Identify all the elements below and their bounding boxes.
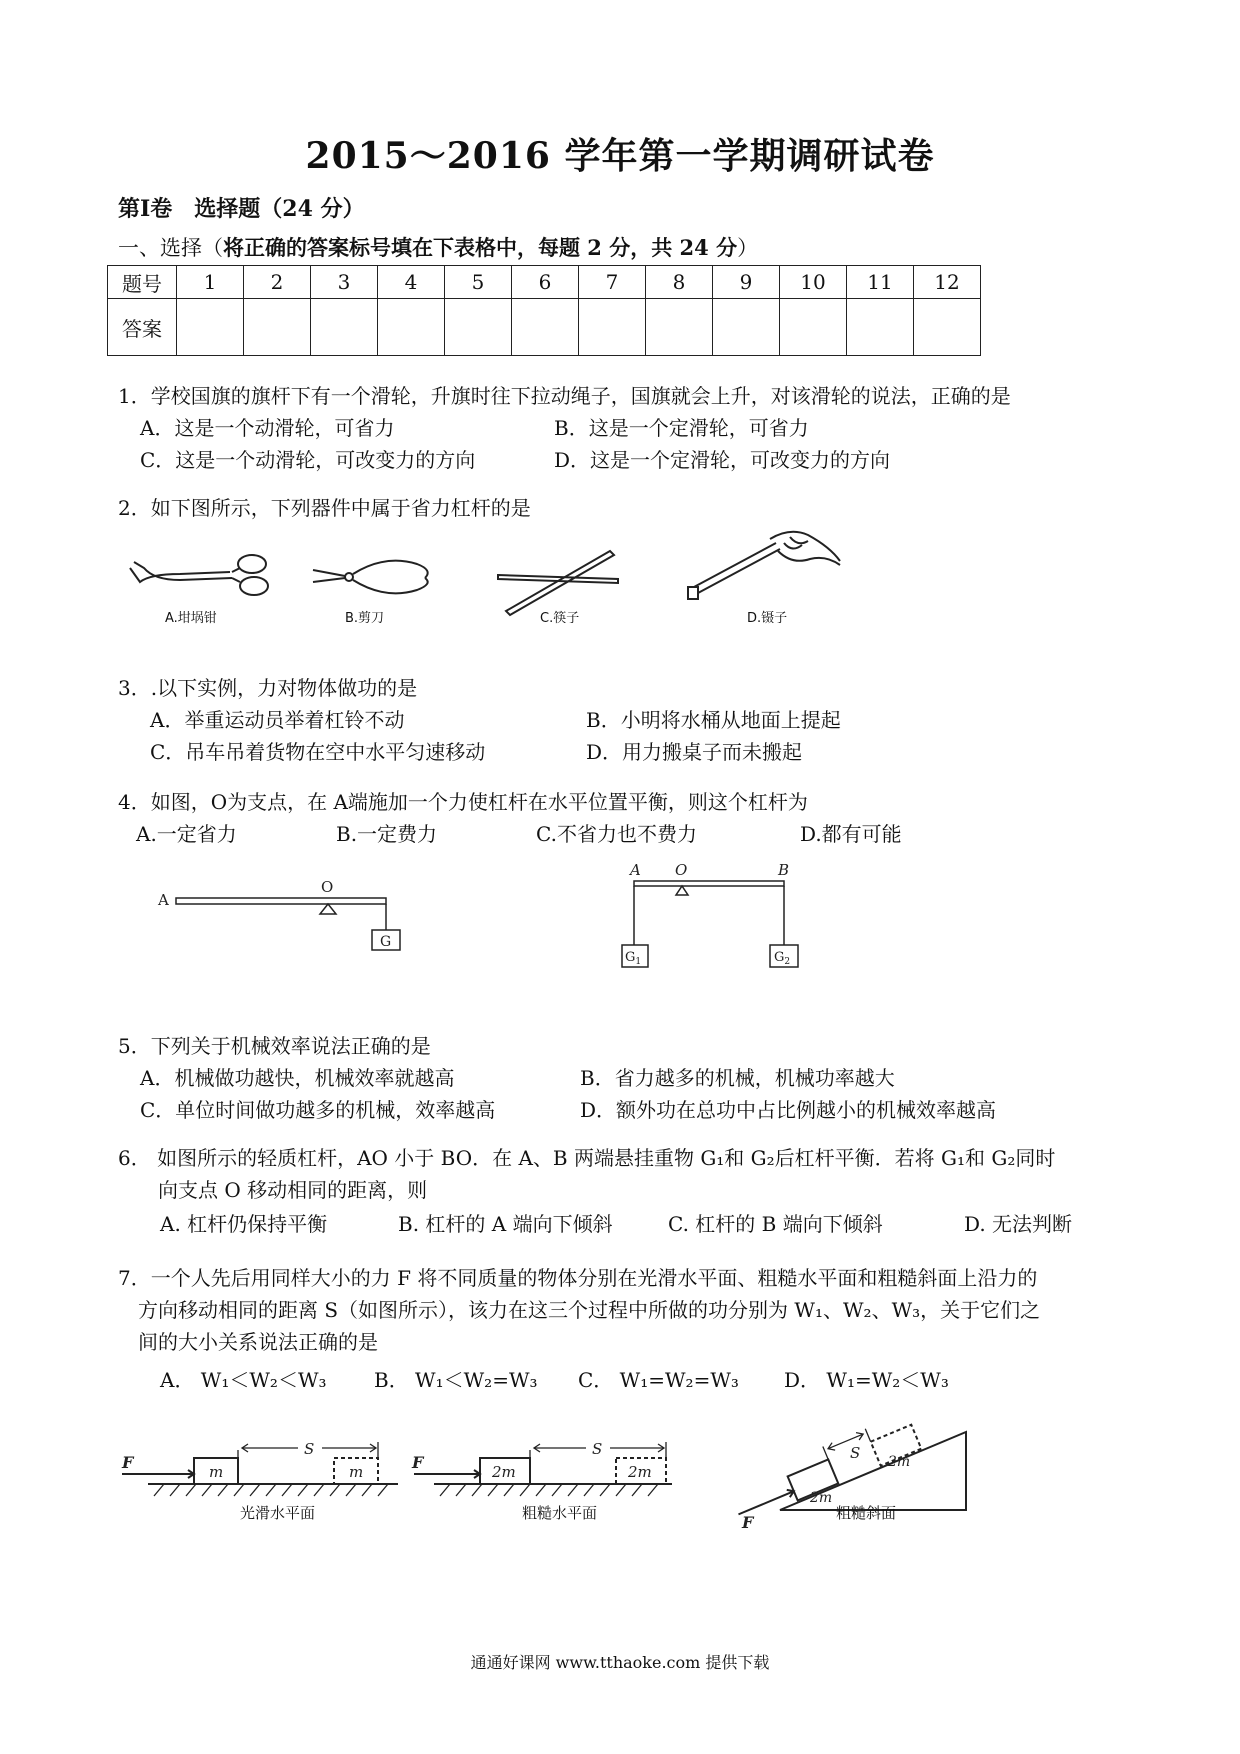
fig7a-label-f: F — [122, 1453, 134, 1472]
fig7c-label-f: F — [742, 1513, 754, 1532]
question-1-option-d: D．这是一个定滑轮，可改变力的方向 — [554, 448, 891, 472]
table-cell-number: 8 — [646, 266, 713, 299]
answer-cell[interactable] — [579, 299, 646, 356]
question-1-option-c: C．这是一个动滑轮，可改变力的方向 — [140, 448, 476, 472]
question-1-option-b: B．这是一个定滑轮，可省力 — [554, 416, 809, 440]
figure-caption-a: A.坩埚钳 — [165, 611, 217, 626]
table-cell-number: 10 — [780, 266, 847, 299]
lever-2-label-g1-sub: 1 — [635, 957, 642, 967]
tweezers-hand-figure — [680, 525, 850, 615]
question-4-stem: 4．如图，O为支点，在 A端施加一个力使杠杆在水平位置平衡，则这个杠杆为 — [118, 790, 808, 814]
page-footer: 通通好课网 www.tthaoke.com 提供下载 — [470, 1653, 770, 1672]
table-cell-number: 1 — [177, 266, 244, 299]
question-7-option-d: D． W₁=W₂＜W₃ — [784, 1368, 949, 1392]
answer-cell[interactable] — [646, 299, 713, 356]
lever-figure-2 — [610, 855, 810, 975]
question-3-option-a: A．举重运动员举着杠铃不动 — [150, 708, 405, 732]
table-header-answer: 答案 — [108, 299, 177, 356]
answer-cell[interactable] — [847, 299, 914, 356]
lever-2-label-a: A — [630, 861, 641, 879]
instruction-prefix: 一、选择（ — [118, 236, 223, 260]
answer-cell[interactable] — [378, 299, 445, 356]
fig7b-label-f: F — [412, 1453, 424, 1472]
question-7-line-1: 7．一个人先后用同样大小的力 F 将不同质量的物体分别在光滑水平面、粗糙水平面和粗糙斜面上沿力的 — [118, 1266, 1038, 1290]
fig7a-label-s: S — [304, 1440, 315, 1458]
instruction-suffix: ） — [737, 236, 759, 260]
question-5-option-d: D．额外功在总功中占比例越小的机械效率越高 — [580, 1098, 997, 1122]
question-3-option-b: B．小明将水桶从地面上提起 — [586, 708, 841, 732]
fig7a-block-m-dashed: m — [349, 1463, 364, 1481]
question-7-line-2: 方向移动相同的距离 S（如图所示），该力在这三个过程中所做的功分别为 W₁、W₂、W₃，关于它们之 — [138, 1298, 1041, 1322]
lever-2-label-g2: G — [774, 950, 785, 965]
question-4-option-b: B.一定费力 — [336, 822, 438, 846]
scissors-figure — [305, 550, 455, 610]
lever-1-label-g: G — [380, 934, 392, 950]
table-cell-number: 7 — [579, 266, 646, 299]
fig7a-block-m: m — [209, 1463, 224, 1481]
table-cell-number: 9 — [713, 266, 780, 299]
answer-table-number-row — [108, 266, 981, 299]
answer-cell[interactable] — [780, 299, 847, 356]
svg-text:G2 — [774, 950, 790, 967]
question-3-option-c: C．吊车吊着货物在空中水平匀速移动 — [150, 740, 486, 764]
chopsticks-figure — [490, 545, 630, 615]
question-5-option-a: A．机械做功越快，机械效率就越高 — [140, 1066, 455, 1090]
question-3-stem: 3．.以下实例，力对物体做功的是 — [118, 676, 418, 700]
lever-2-label-g2-sub: 2 — [784, 957, 791, 967]
question-6-line-2: 向支点 O 移动相同的距离，则 — [158, 1178, 428, 1202]
table-cell-number: 6 — [512, 266, 579, 299]
fig7c-block-2m: 2m — [810, 1490, 833, 1506]
question-1-stem: 1．学校国旗的旗杆下有一个滑轮，升旗时往下拉动绳子，国旗就会上升，对该滑轮的说法，正确的是 — [118, 384, 1011, 408]
answer-cell[interactable] — [914, 299, 981, 356]
question-2-stem: 2．如下图所示，下列器件中属于省力杠杆的是 — [118, 496, 531, 520]
instruction — [118, 232, 758, 262]
answer-table — [107, 265, 981, 356]
question-5-stem: 5．下列关于机械效率说法正确的是 — [118, 1034, 431, 1058]
lever-2-label-g1: G — [625, 950, 636, 965]
answer-cell[interactable] — [311, 299, 378, 356]
table-cell-number: 12 — [914, 266, 981, 299]
question-4-option-a: A.一定省力 — [136, 822, 237, 846]
question-6-option-a: A. 杠杆仍保持平衡 — [160, 1212, 328, 1236]
lever-figure-1 — [150, 870, 410, 960]
answer-cell[interactable] — [445, 299, 512, 356]
question-3-option-d: D．用力搬桌子而未搬起 — [586, 740, 803, 764]
figure-7-caption-2: 粗糙水平面 — [522, 1504, 598, 1522]
question-7-option-b: B． W₁＜W₂=W₃ — [374, 1368, 538, 1392]
figure-caption-b: B.剪刀 — [345, 611, 385, 626]
figure-caption-c: C.筷子 — [540, 611, 580, 626]
question-1-option-a: A．这是一个动滑轮，可省力 — [140, 416, 395, 440]
question-7-option-a: A． W₁＜W₂＜W₃ — [160, 1368, 327, 1392]
answer-cell[interactable] — [713, 299, 780, 356]
question-7-line-3: 间的大小关系说法正确的是 — [138, 1330, 378, 1354]
question-7-option-c: C． W₁=W₂=W₃ — [578, 1368, 739, 1392]
question-4-option-d: D.都有可能 — [800, 822, 902, 846]
answer-table-answer-row — [108, 299, 981, 356]
table-cell-number: 11 — [847, 266, 914, 299]
svg-text:G1 — [625, 950, 641, 967]
fig7b-block-2m-dashed: 2m — [628, 1463, 652, 1481]
table-cell-number: 3 — [311, 266, 378, 299]
table-cell-number: 5 — [445, 266, 512, 299]
question-6-line-1: 6． 如图所示的轻质杠杆，AO 小于 BO．在 A、B 两端悬挂重物 G₁和 G₂后杠杆平衡．若将 G₁和 G₂同时 — [118, 1146, 1056, 1170]
answer-cell[interactable] — [177, 299, 244, 356]
lever-1-label-a: A — [158, 891, 169, 909]
table-header-number: 题号 — [108, 266, 177, 299]
answer-cell[interactable] — [512, 299, 579, 356]
question-5-option-b: B．省力越多的机械，机械功率越大 — [580, 1066, 895, 1090]
table-cell-number: 2 — [244, 266, 311, 299]
figure-caption-d: D.镊子 — [747, 611, 788, 626]
section-heading: 第Ⅰ卷 选择题（24 分） — [118, 196, 365, 222]
lever-2-label-o: O — [675, 861, 688, 879]
question-6-option-b: B. 杠杆的 A 端向下倾斜 — [398, 1212, 613, 1236]
page-title: 2015～2016 学年第一学期调研试卷 — [305, 135, 935, 177]
instruction-bold: 将正确的答案标号填在下表格中，每题 2 分，共 24 分 — [223, 235, 738, 260]
table-cell-number: 4 — [378, 266, 445, 299]
question-6-option-c: C. 杠杆的 B 端向下倾斜 — [668, 1212, 883, 1236]
fig7b-label-s: S — [592, 1440, 603, 1458]
question-5-option-c: C．单位时间做功越多的机械，效率越高 — [140, 1098, 496, 1122]
question-4-option-c: C.不省力也不费力 — [536, 822, 697, 846]
figure-7-caption-3: 粗糙斜面 — [836, 1504, 897, 1522]
question-6-option-d: D. 无法判断 — [964, 1212, 1073, 1236]
figure-7-caption-1: 光滑水平面 — [240, 1504, 316, 1522]
fig7c-label-s: S — [850, 1444, 861, 1462]
fig7b-block-2m: 2m — [492, 1463, 516, 1481]
fig7c-block-2m-dashed: 2m — [888, 1454, 911, 1470]
lever-2-label-b: B — [778, 861, 790, 879]
lever-1-label-o: O — [321, 878, 334, 896]
answer-cell[interactable] — [244, 299, 311, 356]
